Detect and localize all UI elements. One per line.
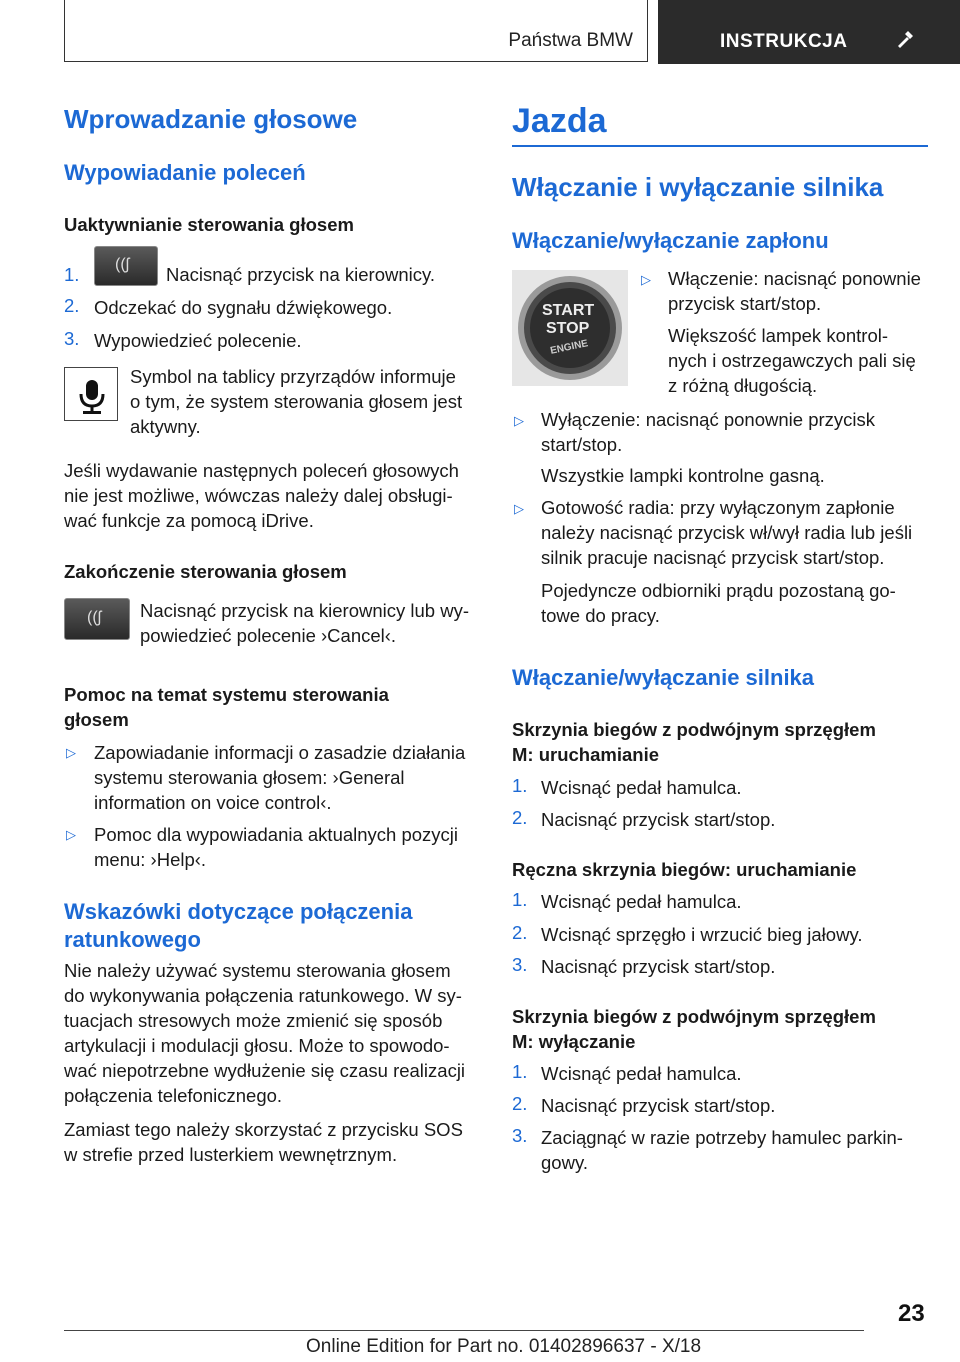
chapter-title-driving: Jazda [512, 102, 607, 140]
step-text: Wcisnąć pedał hamulca. [541, 891, 742, 912]
header-chapter-title: Państwa BMW [508, 30, 633, 51]
text-line: artykulacji i modulacji głosu. Może to spowodo‐ [64, 1035, 450, 1056]
text-line: Nie należy używać systemu sterowania głosem [64, 960, 451, 981]
text-line: Pojedyncze odbiorniki prądu pozostaną go‐ [541, 580, 896, 601]
step-number: 1. [512, 889, 528, 910]
step-text: Nacisnąć przycisk na kierownicy. [166, 264, 436, 285]
step-text: Nacisnąć przycisk start/stop. [541, 1095, 776, 1116]
text-line: Nacisnąć przycisk na kierownicy lub wy‐ [140, 600, 469, 621]
text-line: towe do pracy. [541, 605, 660, 626]
text-line: do wykonywania połączenia ratunkowego. W sy‐ [64, 985, 462, 1006]
text-line: powiedzieć polecenie ›Cancel‹. [140, 625, 397, 646]
text-line: nie jest możliwe, wówczas należy dalej obsługi‐ [64, 485, 453, 506]
step-text: Nacisnąć przycisk start/stop. [541, 809, 776, 830]
voice-command-icon: ((ʃ [115, 256, 130, 273]
text-line: w strefie przed lusterkiem wewnętrznym. [64, 1144, 398, 1165]
text-line: nych i ostrzegawczych pali się [668, 350, 916, 371]
start-label: START [542, 302, 595, 319]
heading-activate-voice: Uaktywnianie sterowania głosem [64, 214, 354, 235]
bullet-subtext: Wszystkie lampki kontrolne gasną. [541, 465, 825, 486]
step-number: 2. [512, 807, 528, 828]
stop-label: STOP [546, 320, 590, 337]
text-line: Skrzynia biegów z podwójnym sprzęgłem [512, 719, 876, 740]
bullet-item [541, 407, 875, 457]
wrench-icon [895, 27, 917, 49]
heading-manual-start: Ręczna skrzynia biegów: uruchamianie [512, 859, 857, 880]
step-text: Odczekać do sygnału dźwiękowego. [94, 297, 393, 318]
bullet-triangle-icon: ▷ [514, 413, 524, 428]
text-line: Wskazówki dotyczące połączenia [64, 899, 413, 924]
subsection-title-speaking-commands: Wypowiadanie poleceń [64, 160, 306, 185]
page-number: 23 [898, 1300, 925, 1327]
text-line: ratunkowego [64, 927, 201, 952]
step-text-continued: gowy. [541, 1152, 588, 1173]
text-line: Wyłączenie: nacisnąć ponownie przycisk [541, 409, 876, 430]
bullet-item [668, 266, 921, 316]
text-line: należy nacisnąć przycisk wł/wył radia lub jeśli [541, 522, 913, 543]
bullet-item [94, 822, 458, 872]
step-number: 1. [512, 775, 528, 796]
steering-voice-button-image [94, 246, 158, 286]
symbol-description [130, 364, 462, 439]
bullet-triangle-icon: ▷ [66, 827, 76, 842]
bullet-item [94, 740, 465, 815]
header-section-title: INSTRUKCJA [720, 31, 848, 52]
step-text: Wcisnąć sprzęgło i wrzucić bieg jałowy. [541, 924, 863, 945]
text-line: wać funkcje za pomocą iDrive. [64, 510, 314, 531]
step-text: Wypowiedzieć polecenie. [94, 330, 302, 351]
text-line: przycisk start/stop. [668, 293, 822, 314]
header-right-box [658, 0, 960, 64]
text-line: Pomoc na temat systemu sterowania [64, 684, 389, 705]
bullet-triangle-icon: ▷ [641, 272, 651, 287]
text-line: M: wyłączanie [512, 1031, 636, 1052]
step-number: 1. [512, 1061, 528, 1082]
step-number: 2. [512, 1093, 528, 1114]
text-line: menu: ›Help‹. [94, 849, 207, 870]
step-text: Wcisnąć pedał hamulca. [541, 777, 742, 798]
step-number: 2. [512, 922, 528, 943]
step-number: 3. [64, 328, 80, 349]
text-line: aktywny. [130, 416, 201, 437]
paragraph-emergency [64, 958, 465, 1108]
step-text: Nacisnąć przycisk start/stop. [541, 956, 776, 977]
text-line: M: uruchamianie [512, 744, 659, 765]
bullet-triangle-icon: ▷ [514, 501, 524, 516]
bullet-item [541, 495, 912, 570]
steering-voice-button-image [64, 598, 130, 640]
step-text: Wcisnąć pedał hamulca. [541, 1063, 742, 1084]
text-line: systemu sterowania głosem: ›General [94, 767, 405, 788]
text-line: z różną długością. [668, 375, 818, 396]
text-line: tuacjach stresowych może zmienić się sposób [64, 1010, 443, 1031]
heading-voice-help [64, 682, 389, 732]
text-line: Skrzynia biegów z podwójnym sprzęgłem [512, 1006, 876, 1027]
bullet-subtext [541, 578, 896, 628]
text-line: o tym, że system sterowania głosem jest [130, 391, 463, 412]
paragraph-idrive [64, 458, 459, 533]
step-number: 1. [64, 264, 80, 285]
heading-dct-start [512, 717, 876, 767]
start-stop-button-image [512, 270, 628, 386]
text-line: Jeśli wydawanie następnych poleceń głosowych [64, 460, 459, 481]
text-line: start/stop. [541, 434, 623, 455]
chapter-rule [512, 145, 928, 147]
heading-dct-stop [512, 1004, 876, 1054]
text-line: Włączenie: nacisnąć ponownie [668, 268, 921, 289]
engine-label: ENGINE [549, 338, 590, 357]
text-line: Większość lampek kontrol‐ [668, 325, 889, 346]
bullet-triangle-icon: ▷ [66, 745, 76, 760]
subsection-title-ignition: Włączanie/wyłączanie zapłonu [512, 228, 829, 253]
section-title-engine: Włączanie i wyłączanie silnika [512, 172, 884, 202]
text-line: Zamiast tego należy skorzystać z przycisku SOS [64, 1119, 463, 1140]
step-text: Zaciągnąć w razie potrzeby hamulec parkin‐ [541, 1127, 903, 1148]
subsection-title-emergency [64, 898, 412, 954]
text-line: połączenia telefonicznego. [64, 1085, 283, 1106]
paragraph-sos [64, 1117, 463, 1167]
section-title-voice-input: Wprowadzanie głosowe [64, 104, 358, 134]
text-line: information on voice control‹. [94, 792, 332, 813]
text-line: silnik pracuje nacisnąć przycisk start/stop. [541, 547, 885, 568]
step-number: 3. [512, 954, 528, 975]
header-left-box [64, 0, 648, 62]
subsection-title-engine-start: Włączanie/wyłączanie silnika [512, 665, 815, 690]
text-line: Pomoc dla wypowiadania aktualnych pozycji [94, 824, 459, 845]
bullet-subtext [668, 323, 916, 398]
step-number: 3. [512, 1125, 528, 1146]
voice-command-icon: ((ʃ [87, 609, 102, 626]
footer-rule [64, 1330, 864, 1331]
text-line: Gotowość radia: przy wyłączonym zapłonie [541, 497, 895, 518]
text-line: wać niepotrzebne wydłużenie się czasu realizacji [64, 1060, 466, 1081]
text-line: Symbol na tablicy przyrządów informuje [130, 366, 456, 387]
step-number: 2. [64, 295, 80, 316]
end-voice-instructions [140, 598, 469, 648]
microphone-voice-icon [65, 368, 117, 420]
footer-edition: Online Edition for Part no. 01402896637 - X/18 [306, 1336, 702, 1357]
voice-active-symbol-box [64, 367, 118, 421]
text-line: Zapowiadanie informacji o zasadzie działania [94, 742, 466, 763]
heading-end-voice: Zakończenie sterowania głosem [64, 561, 347, 582]
text-line: głosem [64, 709, 129, 730]
